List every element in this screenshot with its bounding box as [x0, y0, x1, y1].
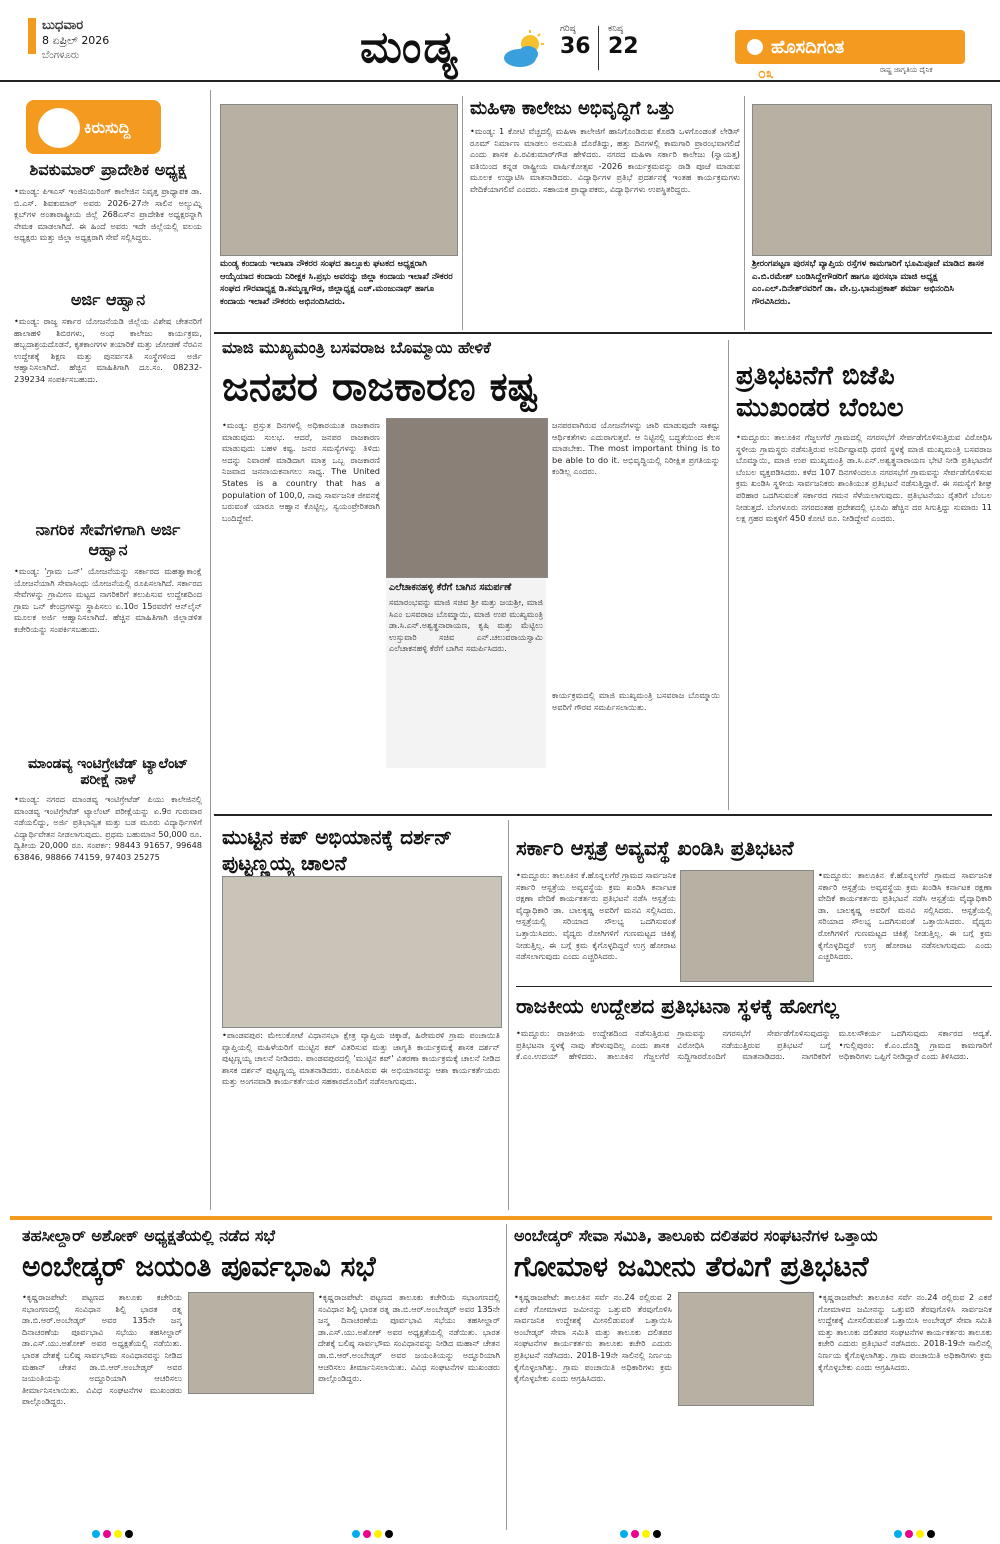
header-day: ಬುಧವಾರ	[42, 18, 84, 33]
gomala-headline: ಗೋಮಾಳ ಜಮೀನು ತೆರವಿಗೆ ಪ್ರತಿಭಟನೆ	[514, 1250, 869, 1283]
registration-marks	[894, 1530, 935, 1538]
inauguration-caption: ಶ್ರೀರಂಗಪಟ್ಟಣ ಪುರಸಭೆ ವ್ಯಾಪ್ತಿಯ ರಸ್ತೆಗಳ ಕಾಮಗಾರಿಗೆ ಭೂಮಿಪೂಜೆ ಮಾಡಿದ ಶಾಸಕ ಎ.ಬಿ.ರಮೇಶ್ ಬಂಡಿಸಿದ್ದೇಗೌಡರಿಗೆ ಹಾಗೂ ಪುರಸಭಾ ಮಾಜಿ ಅಧ್ಯಕ್ಷ ಎಂ.ಎಲ್.ದಿನೇಶ್‌ರವರಿಗೆ ಡಾ. ವೇ.ಬ್ರ.ಭಾನುಪ್ರಕಾಶ್ ಶರ್ಮಾ ಅಭಿನಂದಿಸಿ ಗೌರವಿಸಿದರು.	[752, 259, 984, 307]
inauguration-photo	[752, 104, 992, 256]
page-number: ೦೩	[758, 66, 774, 82]
revenue-staff-caption: ಮಂಡ್ಯ ಕಂದಾಯ ಇಲಾಖಾ ನೌಕರರ ಸಂಘದ ತಾಲ್ಲೂಕು ಘಟಕದ ಅಧ್ಯಕ್ಷರಾಗಿ ಆಯ್ಕೆಯಾದ ಕಂದಾಯ ನಿರೀಕ್ಷಕ ಸಿ.ಪ್ರಭು ಅವರನ್ನು ಜಿಲ್ಲಾ ಕಂದಾಯ ಇಲಾಖೆ ನೌಕರರ ಸಂಘದ ಗೌರವಾಧ್ಯಕ್ಷ ಡಿ.ತಮ್ಮಣ್ಣಗೌಡ, ಜಿಲ್ಲಾಧ್ಯಕ್ಷ ಎಚ್.ಮಂಜುನಾಥ್ ಹಾಗೂ ಕಂದಾಯ ಇಲಾಖೆ ನೌಕರರು ಅಭಿನಂದಿಸಿದರು.	[220, 259, 453, 307]
brief-2	[14, 290, 202, 386]
magenta-dot	[363, 1530, 371, 1538]
pointing-hand-icon	[38, 108, 80, 148]
brief-3	[14, 520, 202, 636]
column-divider	[506, 1224, 507, 1530]
brief-headline: ಶಿವಕುಮಾರ್ ಪ್ರಾದೇಶಿಕ ಅಧ್ಯಕ್ಷ	[29, 160, 187, 179]
registration-marks	[352, 1530, 393, 1538]
column-divider	[462, 96, 463, 330]
yellow-dot	[374, 1530, 382, 1538]
brief-4	[14, 756, 202, 864]
college-text: •ಮಂಡ್ಯ: 1 ಕೋಟಿ ವೆಚ್ಚದಲ್ಲಿ ಮಹಿಳಾ ಕಾಲೇಜಿಗೆ ಹಾನಿಗೊಂಡಿರುವ ಕೊಠಡಿ ಒಳಗೊಂಡಂತೆ ಲೇಡಿಸ್ ರೂಮ್ ನಿರ್ಮಾಣ ಮಾಡಲು ಅನುಮತಿ ದೊರೆತಿದ್ದು, ಹತ್ತು ದಿನಗಳಲ್ಲಿ ಕಾಮಗಾರಿ ಪ್ರಾರಂಭವಾಗಲಿದೆ ಎಂದು ಶಾಸಕ ಪಿ.ರವಿಕುಮಾರ್‌ಗೌಡ ಹೇಳಿದರು. ನಗರದ ಮಹಿಳಾ ಸರ್ಕಾರಿ ಕಾಲೇಜು (ಸ್ವಾಯತ್ತ) ವತಿಯಿಂದ ಕನ್ನಡ ರಾಷ್ಟ್ರೀಯ ವಾರ್ಷಿಕೋತ್ಸವ -2026 ಕಾರ್ಯಕ್ರಮವನ್ನು ರಾಡಿ ಪೂಜೆ ಮಾಡುವ ಮೂಲಕ ಉದ್ಘಾಟಿಸಿ ಮಾತನಾಡಿದರು. ವಿದ್ಯಾರ್ಥಿಗಳ ಪ್ರತಿಭೆ ಪ್ರದರ್ಶನಕ್ಕೆ ಇಂತಹ ಕಾರ್ಯಕ್ರಮಗಳು ವೇದಿಕೆಯಾಗಲಿವೆ ಎಂದರು. ಸಹಾಯಕ ಪ್ರಾಧ್ಯಾಪಕರು, ವಿದ್ಯಾರ್ಥಿಗಳು ಉಪಸ್ಥಿತರಿದ್ದರು.	[470, 126, 740, 194]
lead-text-1: •ಮಂಡ್ಯ: ಪ್ರಸ್ತುತ ದಿನಗಳಲ್ಲಿ ಅಧಿಕಾರಯುತ ರಾಜಕಾರಣ ಮಾಡುವುದು ಸುಲಭ. ಆದರೆ, ಜನಪರ ರಾಜಕಾರಣ ಮಾಡುವುದು ಬಹಳ ಕಷ್ಟ. ಜನರ ಸಮಸ್ಯೆಗಳನ್ನು ತಿಳಿದು ಅದನ್ನು ನಿವಾರಣೆ ಮಾಡಿದಾಗ ಮಾತ್ರ ಒಬ್ಬ ರಾಜಕಾರಣಿ ನಿಜವಾದ ಜನನಾಯಕನಾಗಲು ಸಾಧ್ಯ. The United States is a country that has a population of 100,0, ನಾವು ಸಾರ್ವಜನಿಕ ಜೀವನಕ್ಕೆ ಬರುವಂತೆ ಯಾರೂ ಆಹ್ವಾನ ಕೊಟ್ಟಿಲ್ಲ, ಸ್ವಯಂಪ್ರೇರಿತರಾಗಿ ಬಂದಿದ್ದೇವೆ.	[222, 420, 380, 523]
ambedkar-meeting-headline: ಅಂಬೇಡ್ಕರ್ ಜಯಂತಿ ಪೂರ್ವಭಾವಿ ಸಭೆ	[22, 1250, 376, 1283]
gomala-text-continued: •ಕೃಷ್ಣರಾಜಪೇಟೆ: ತಾಲೂಕಿನ ಸರ್ವೆ ನಂ.24 ರಲ್ಲಿರುವ 2 ಎಕರೆ ಗೋಮಾಳದ ಜಮೀನನ್ನು ಒತ್ತುವರಿ ತೆರವುಗೊಳಿಸಿ ಸಾರ್ವಜನಿಕ ಉದ್ದೇಶಕ್ಕೆ ಮೀಸಲಿಡುವಂತೆ ಒತ್ತಾಯಿಸಿ ಅಂಬೇಡ್ಕರ್ ಸೇವಾ ಸಮಿತಿ ಮತ್ತು ತಾಲೂಕು ದಲಿತಪರ ಸಂಘಟನೆಗಳ ಕಾರ್ಯಕರ್ತರು ತಾಲೂಕು ಕಚೇರಿ ಎದುರು ಪ್ರತಿಭಟನೆ ನಡೆಸಿದರು. 2018-19ನೇ ಸಾಲಿನಲ್ಲಿ ನಿರ್ಣಯ ಕೈಗೊಳ್ಳಲಾಗಿತ್ತು. ಗ್ರಾಮ ಪಂಚಾಯಿತಿ ಅಧಿಕಾರಿಗಳು ಕ್ರಮ ಕೈಗೊಳ್ಳಬೇಕು ಎಂದು ಆಗ್ರಹಿಸಿದರು.	[818, 1292, 992, 1372]
ambedkar-meeting-text-continued: •ಕೃಷ್ಣರಾಜಪೇಟೆ: ಪಟ್ಟಣದ ತಾಲೂಕು ಕಚೇರಿಯ ಸಭಾಂಗಣದಲ್ಲಿ ಸಂವಿಧಾನ ಶಿಲ್ಪಿ ಭಾರತ ರತ್ನ ಡಾ.ಬಿ.ಆರ್.ಅಂಬೇಡ್ಕರ್ ಅವರ 135ನೇ ಜನ್ಮ ದಿನಾಚರಣೆಯ ಪೂರ್ವಭಾವಿ ಸಭೆಯು ತಹಸೀಲ್ದಾರ್ ಡಾ.ಎಸ್.ಯು.ಅಶೋಕ್ ಅವರ ಅಧ್ಯಕ್ಷತೆಯಲ್ಲಿ ನಡೆಯಿತು. ಭಾರತ ದೇಶಕ್ಕೆ ಬಲಿಷ್ಠ ಸಾರ್ವಭೌಮ ಸಂವಿಧಾನವನ್ನು ನೀಡಿದ ಮಹಾನ್ ಚೇತನ ಡಾ.ಬಿ.ಆರ್.ಅಂಬೇಡ್ಕರ್ ಅವರ ಜಯಂತಿಯನ್ನು ಅದ್ದೂರಿಯಾಗಿ ಆಚರಿಸಲು ತೀರ್ಮಾನಿಸಲಾಯಿತು. ವಿವಿಧ ಸಂಘಟನೆಗಳ ಮುಖಂಡರು ಪಾಲ್ಗೊಂಡಿದ್ದರು.	[318, 1292, 500, 1384]
section-rule	[214, 814, 992, 816]
yellow-dot	[642, 1530, 650, 1538]
min-temp-label: ಕನಿಷ್ಠ	[608, 24, 624, 34]
header-accent-bar	[28, 18, 36, 54]
bommai-speaking-photo	[386, 418, 548, 578]
photo-caption-box	[386, 578, 546, 768]
min-temp-value: 22	[608, 34, 639, 59]
magenta-dot	[905, 1530, 913, 1538]
gomala-kicker: ಅಂಬೇಡ್ಕರ್ ಸೇವಾ ಸಮಿತಿ, ತಾಲೂಕು ದಲಿತಪರ ಸಂಘಟನೆಗಳ ಒತ್ತಾಯ	[514, 1226, 878, 1245]
newspaper-logo	[735, 30, 965, 64]
magenta-dot	[631, 1530, 639, 1538]
black-dot	[125, 1530, 133, 1538]
protest-photo	[678, 1292, 814, 1406]
registration-marks	[92, 1530, 133, 1538]
masthead-title: ಮಂಡ್ಯ	[360, 22, 460, 73]
photo-caption-text: ಸಮಾರಂಭವನ್ನು ಮಾಜಿ ಸಚಿವ ಶ್ರೀ ಮತ್ತು ಜಯಶ್ರೀ, ಮಾಜಿ ಸಿಎಂ ಬಸವರಾಜ ಬೊಮ್ಮಾಯಿ, ಮಾಜಿ ಉಪ ಮುಖ್ಯಮಂತ್ರಿ ಡಾ.ಸಿ.ಎನ್.ಅಶ್ವತ್ಥನಾರಾಯಣ, ಕೃಷಿ ಮತ್ತು ಮೆಟ್ಟಿಲು ಉಸ್ತುವಾರಿ ಸಚಿವ ಎನ್.ಚಲುವರಾಯಸ್ವಾಮಿ ಎಲೆಚಾಕನಹಳ್ಳಿ ಕೆರೆಗೆ ಬಾಗಿನ ಸಮರ್ಪಿಸಿದರು.	[389, 597, 543, 654]
black-dot	[653, 1530, 661, 1538]
bjp-support-text: •ಮದ್ದೂರು: ತಾಲೂಕಿನ ಗೆಜ್ಜಲಗೆರೆ ಗ್ರಾಮದಲ್ಲಿ ನಗರಸಭೆಗೆ ಸೇರ್ಪಡೆಗೊಳಿಸುತ್ತಿರುವ ವಿರೋಧಿಸಿ ಸ್ಥಳೀಯ ಗ್ರಾಮಸ್ಥರು ನಡೆಸುತ್ತಿರುವ ಅನಿರ್ದಿಷ್ಟಾವಧಿ ಧರಣಿ ಸ್ಥಳಕ್ಕೆ ಮಾಜಿ ಮುಖ್ಯಮಂತ್ರಿ ಬಸವರಾಜ ಬೊಮ್ಮಾಯಿ, ಮಾಜಿ ಉಪ ಮುಖ್ಯಮಂತ್ರಿ ಡಾ.ಸಿ.ಎನ್.ಅಶ್ವತ್ಥನಾರಾಯಣ ಭೇಟಿ ನೀಡಿ ಪ್ರತಿಭಟನೆಗೆ ಬೆಂಬಲ ವ್ಯಕ್ತಪಡಿಸಿದರು. ಕಳೆದ 107 ದಿನಗಳಿಂದಲೂ ನಗರಸಭೆಗೆ ಗ್ರಾಮವನ್ನು ಸೇರ್ಪಡೆಗೊಳಿಸುವ ಕ್ರಮ ಖಂಡಿಸಿ ಸ್ಥಳೀಯ ಸಾರ್ವಜನಿಕರು ಶಾಂತಿಯುತ ಪ್ರತಿಭಟನೆ ನಡೆಸುತ್ತಿದ್ದಾರೆ. ಈ ಸಮಸ್ಯೆಗೆ ಶೀಘ್ರ ಪರಿಹಾರ ಒದಗಿಸುವಂತೆ ಸರ್ಕಾರದ ಗಮನ ಸೆಳೆಯಲಾಗುವುದು. ಪ್ರತಿಭಟನೆಯು ರೈತರಿಗೆ ಬೆಂಬಲ ನೀಡುತ್ತದೆ. ಬೆಂಗಳೂರು ನಗರದಂತಹ ಪ್ರದೇಶದಲ್ಲಿ ಭೂಮಿ ಹೆಚ್ಚಿನ ದರ ಸಿಗುತ್ತಿದ್ದು ಸುಮಾರು 11 ಲಕ್ಷ ಗ್ರಹರ ಮಕ್ಕಳಿಗೆ 450 ಕೋಟಿ ರೂ. ನೀಡಿದ್ದೇವೆ ಎಂದರು.	[736, 432, 992, 524]
black-dot	[385, 1530, 393, 1538]
brief-text: •ಮಂಡ್ಯ: ನಗರದ ಮಾಂಡವ್ಯ ಇಂಟಿಗ್ರೇಟೆಡ್ ಪಿಯು ಕಾಲೇಜಿನಲ್ಲಿ ಮಾಂಡವ್ಯ ಇಂಟಿಗ್ರೇಟೆಡ್ ಟ್ಯಾಲೆಂಟ್ ಪರೀಕ್ಷೆಯನ್ನು ಏ.9ರ ಗುರುವಾರ ನಡೆಯಲಿದ್ದು, ಅರ್ಜಿ ಪ್ರತಿಭಾನ್ವಿತ ಮತ್ತು ಬಡ ಮೂರು ವಿದ್ಯಾರ್ಥಿಗಳಿಗೆ ವಿದ್ಯಾರ್ಥಿವೇತನ ನೀಡಲಾಗುವುದು. ಪ್ರಥಮ ಬಹುಮಾನ 50,000 ರೂ. ದ್ವಿತೀಯ 20,000 ರೂ. ಸಂಪರ್ಕ: 98443 91657, 99648 63846, 98866 74159, 97403 25275	[14, 794, 202, 862]
max-temp-value: 36	[560, 34, 591, 59]
photo-caption-title: ಎಲೆಚಾಕನಹಳ್ಳಿ ಕೆರೆಗೆ ಬಾಗಿನ ಸಮರ್ಪಣೆ	[389, 582, 512, 593]
brief-1	[14, 160, 202, 244]
ambedkar-meeting-text: •ಕೃಷ್ಣರಾಜಪೇಟೆ: ಪಟ್ಟಣದ ತಾಲೂಕು ಕಚೇರಿಯ ಸಭಾಂಗಣದಲ್ಲಿ ಸಂವಿಧಾನ ಶಿಲ್ಪಿ ಭಾರತ ರತ್ನ ಡಾ.ಬಿ.ಆರ್.ಅಂಬೇಡ್ಕರ್ ಅವರ 135ನೇ ಜನ್ಮ ದಿನಾಚರಣೆಯ ಪೂರ್ವಭಾವಿ ಸಭೆಯು ತಹಸೀಲ್ದಾರ್ ಡಾ.ಎಸ್.ಯು.ಅಶೋಕ್ ಅವರ ಅಧ್ಯಕ್ಷತೆಯಲ್ಲಿ ನಡೆಯಿತು. ಭಾರತ ದೇಶಕ್ಕೆ ಬಲಿಷ್ಠ ಸಾರ್ವಭೌಮ ಸಂವಿಧಾನವನ್ನು ನೀಡಿದ ಮಹಾನ್ ಚೇತನ ಡಾ.ಬಿ.ಆರ್.ಅಂಬೇಡ್ಕರ್ ಅವರ ಜಯಂತಿಯನ್ನು ಅದ್ದೂರಿಯಾಗಿ ಆಚರಿಸಲು ತೀರ್ಮಾನಿಸಲಾಯಿತು. ವಿವಿಧ ಸಂಘಟನೆಗಳ ಮುಖಂಡರು ಪಾಲ್ಗೊಂಡಿದ್ದರು.	[22, 1292, 182, 1407]
kirusuddi-title: ಕಿರುಸುದ್ದಿ	[84, 118, 131, 137]
college-headline: ಮಹಿಳಾ ಕಾಲೇಜು ಅಭಿವೃದ್ಧಿಗೆ ಒತ್ತು	[470, 98, 676, 119]
hospital-headline: ಸರ್ಕಾರಿ ಆಸ್ಪತ್ರೆ ಅವ್ಯವಸ್ಥೆ ಖಂಡಿಸಿ ಪ್ರತಿಭಟನೆ	[516, 836, 794, 860]
logo-tagline: ರಾಷ್ಟ್ರ ಜಾಗೃತಿಯ ದೈನಿಕ	[880, 66, 933, 74]
brief-text: •ಮಂಡ್ಯ: ರಾಜ್ಯ ಸರ್ಕಾರ ಯೋಜನೆಯಡಿ ಜಿಲ್ಲೆಯ ವಿಶೇಷ ಚೇತನರಿಗೆ ಹಾಲಾಹಳಿ ಶಿಬಿರಗಳು, ಅಂಧ ಕಾಲೇಜು ಕಾರ್ಯಕ್ರಮ, ಹಬ್ಬದಾಶ್ರಯದೊಡನೆ, ಕೃತಕಾಂಗಗಳ ತಯಾರಿಕೆ ಮತ್ತು ಜೋಡಣೆ ನೆರವಿನ ಉದ್ದೇಶಕ್ಕೆ ಶಿಕ್ಷಣ ಮತ್ತು ಪುನರ್ವಸತಿ ಸಂಸ್ಥೆಗಳಿಂದ ಅರ್ಜಿ ಆಹ್ವಾನಿಸಲಾಗಿದೆ. ಹೆಚ್ಚಿನ ಮಾಹಿತಿಗಾಗಿ ದೂ.ಸಂ. 08232-239234 ಸಂಪರ್ಕಿಸಬಹುದು.	[14, 316, 202, 384]
cyan-dot	[92, 1530, 100, 1538]
brief-headline: ಅರ್ಜಿ ಆಹ್ವಾನ	[70, 290, 146, 309]
column-divider	[744, 96, 745, 330]
lead-text-2: ಜನಪರವಾಗಿರುವ ಯೋಜನೆಗಳನ್ನು ಜಾರಿ ಮಾಡುವುದೇ ಸಾಕಷ್ಟು ಆರ್ಥಿಕತೆಗಳು ಎದುರಾಗುತ್ತವೆ. ಆ ನಿಟ್ಟಿನಲ್ಲಿ ಬದ್ಧತೆಯಿಂದ ಕೆಲಸ ಮಾಡಬೇಕು. The most important thing is to be able to do it. ಅಭಿವೃದ್ಧಿಯಲ್ಲಿ ನಿರೀಕ್ಷಿತ ಪ್ರಗತಿಯನ್ನು ಕಂಡಿಲ್ಲ ಎಂದರು.	[552, 420, 720, 477]
header-date: 8 ಏಪ್ರಿಲ್ 2026	[42, 34, 110, 47]
logo-text: ಹೊಸದಿಗಂತ	[771, 36, 845, 58]
brief-text: •ಮಂಡ್ಯ: 'ಗ್ರಾಮ ಒನ್' ಯೋಜನೆಯನ್ನು ಸರ್ಕಾರದ ಮಹತ್ವಾಕಾಂಕ್ಷೆ ಯೋಜನೆಯಾಗಿ ಸೇವಾಸಿಂಧು ಯೋಜನೆಯಲ್ಲಿ ರೂಪಿಸಲಾಗಿದೆ. ಸರ್ಕಾರದ ಸೇವೆಗಳನ್ನು ಗ್ರಾಮೀಣ ಮಟ್ಟದ ನಾಗರಿಕರಿಗೆ ತಲುಪಿಸುವ ಉದ್ದೇಶದಿಂದ ಗ್ರಾಮ ಒನ್ ಕೇಂದ್ರಗಳನ್ನು ಸ್ಥಾಪಿಸಲು ಏ.10ರ 15ರವರೆಗೆ ಆನ್‌ಲೈನ್ ಮೂಲಕ ಅರ್ಜಿ ಆಹ್ವಾನಿಸಲಾಗಿದೆ. ಹೆಚ್ಚಿನ ಮಾಹಿತಿಗಾಗಿ ಜಿಲ್ಲಾಡಳಿತ ಕಚೇರಿಯನ್ನು ಸಂಪರ್ಕಿಸಬಹುದು.	[14, 566, 202, 634]
revenue-staff-photo	[220, 104, 458, 256]
column-divider	[728, 340, 729, 810]
protest-banner-photo	[680, 870, 814, 982]
brief-text: •ಮಂಡ್ಯ: ಪಿಇಎಸ್ ಇಂಜಿನಿಯರಿಂಗ್ ಕಾಲೇಜಿನ ನಿವೃತ್ತ ಪ್ರಾಧ್ಯಾಪಕ ಡಾ. ಬಿ.ಎಸ್. ಶಿವಕುಮಾರ್ ಅವರು 2026-27ನೇ ಸಾಲಿನ ಅಲ್ಯುಮ್ನಿ ಕ್ಲಬ್‌ಗಳ ಅಂತಾರಾಷ್ಟ್ರೀಯ ಜಿಲ್ಲೆ 268ಎಸ್‌ನ ಪ್ರಾದೇಶಿಕ ಅಧ್ಯಕ್ಷರನ್ನಾಗಿ ನೇಮಕ ಮಾಡಲಾಗಿದೆ. ಈ ಹಿಂದೆ ಅವರು ಇದೇ ಜಿಲ್ಲೆಯಲ್ಲಿ ವಲಯ ಅಧ್ಯಕ್ಷರು ಮತ್ತು ಜಿಲ್ಲಾ ಅಧ್ಯಕ್ಷರಾಗಿ ಸೇವೆ ಸಲ್ಲಿಸಿದ್ದರು.	[14, 186, 202, 243]
cup-headline: ಮುಟ್ಟಿನ ಕಪ್ ಅಭಿಯಾನಕ್ಕೆ ದರ್ಶನ್ ಪುಟ್ಟಣ್ಣಯ್ಯ ಚಾಲನೆ	[222, 825, 452, 875]
cyan-dot	[352, 1530, 360, 1538]
bjp-support-headline: ಪ್ರತಿಭಟನೆಗೆ ಬಿಜೆಪಿ ಮುಖಂಡರ ಬೆಂಬಲ	[736, 361, 904, 423]
cup-distribution-photo	[222, 876, 502, 1028]
cup-text: •ಪಾಂಡವಪುರ: ಮೇಲುಕೋಟೆ ವಿಧಾನಸಭಾ ಕ್ಷೇತ್ರ ವ್ಯಾಪ್ತಿಯ ಚಿಕ್ಕಾಡೆ, ಹಿರೇಮರಳಿ ಗ್ರಾಮ ಪಂಚಾಯಿತಿ ವ್ಯಾಪ್ತಿಯಲ್ಲಿ ಮಹಿಳೆಯರಿಗೆ ಮುಟ್ಟಿನ ಕಪ್ ವಿತರಿಸುವ ಮತ್ತು ಜಾಗೃತಿ ಕಾರ್ಯಕ್ರಮಕ್ಕೆ ಶಾಸಕ ದರ್ಶನ್ ಪುಟ್ಟಣ್ಣಯ್ಯ ಚಾಲನೆ ನೀಡಿದರು. ಪಾಂಡವಪುರದಲ್ಲಿ 'ಮುಟ್ಟಿನ ಕಪ್' ವಿತರಣಾ ಕಾರ್ಯಕ್ರಮಕ್ಕೆ ಚಾಲನೆ ನೀಡಿದ ಶಾಸಕ ದರ್ಶನ್ ಪುಟ್ಟಣ್ಣಯ್ಯ ಮಾತನಾಡಿದರು. ರೂಪಿಸಿರುವ ಈ ಅಭಿಯಾನವನ್ನು ಆಶಾ ಕಾರ್ಯಕರ್ತೆಯರು ಮತ್ತು ಅಂಗನವಾಡಿ ಕಾರ್ಯಕರ್ತೆಯರ ಸಹಕಾರದೊಂದಿಗೆ ನಡೆಸಲಾಗುವುದು.	[222, 1030, 500, 1087]
lead-kicker: ಮಾಜಿ ಮುಖ್ಯಮಂತ್ರಿ ಬಸವರಾಜ ಬೊಮ್ಮಾಯಿ ಹೇಳಿಕೆ	[222, 338, 491, 357]
meeting-hall-photo	[188, 1292, 314, 1394]
lead-text-3: ಕಾರ್ಯಕ್ರಮದಲ್ಲಿ ಮಾಜಿ ಮುಖ್ಯಮಂತ್ರಿ ಬಸವರಾಜ ಬೊಮ್ಮಾಯಿ ಅವರಿಗೆ ಗೌರವ ಸಮರ್ಪಿಸಲಾಯಿತು.	[552, 690, 720, 712]
brief-headline: ಮಾಂಡವ್ಯ ಇಂಟಿಗ್ರೇಟೆಡ್ ಟ್ಯಾಲೆಂಟ್ ಪರೀಕ್ಷೆ ನಾಳೆ	[27, 756, 188, 788]
political-text: •ಮದ್ದೂರು: ರಾಜಕೀಯ ಉದ್ದೇಶದಿಂದ ನಡೆಸುತ್ತಿರುವ ಪ್ರತಿಭಟನಾ ಸ್ಥಳಕ್ಕೆ ನಾವು ತೆರಳುವುದಿಲ್ಲ ಎಂದು ಶಾಸಕ ಕೆ.ಎಂ.ಉದಯ್ ಹೇಳಿದರು. ತಾಲೂಕಿನ ಗೆಜ್ಜಲಗೆರೆ ಗ್ರಾಮವನ್ನು ನಗರಸಭೆಗೆ ಸೇರ್ಪಡೆಗೊಳಿಸುವುದನ್ನು ವಿರೋಧಿಸಿ ನಡೆಯುತ್ತಿರುವ ಪ್ರತಿಭಟನೆ ಬಗ್ಗೆ ಸುದ್ದಿಗಾರರೊಂದಿಗೆ ಮಾತನಾಡಿದರು. ನಾಗರಿಕರಿಗೆ ಮೂಲಸೌಕರ್ಯ ಒದಗಿಸುವುದು ಸರ್ಕಾರದ ಆದ್ಯತೆ. •ಗುಲ್ಲಿಪುರಂ: ಕೆ.ಎಂ.ದೊಡ್ಡಿ ಗ್ರಾಮದ ಕಾಮಗಾರಿಗೆ ಅಧಿಕಾರಿಗಳು ಒಪ್ಪಿಗೆ ನೀಡಿದ್ದಾರೆ ಎಂದು ತಿಳಿಸಿದರು.	[516, 1028, 992, 1062]
lead-headline: ಜನಪರ ರಾಜಕಾರಣ ಕಷ್ಟ	[222, 364, 538, 410]
hospital-text: •ಮದ್ದೂರು: ತಾಲೂಕಿನ ಕೆ.ಹೊನ್ನಲಗೆರೆ ಗ್ರಾಮದ ಸಾರ್ವಜನಿಕ ಸರ್ಕಾರಿ ಆಸ್ಪತ್ರೆಯ ಅವ್ಯವಸ್ಥೆಯ ಕ್ರಮ ಖಂಡಿಸಿ ಕರ್ನಾಟಕ ರಕ್ಷಣಾ ವೇದಿಕೆ ಕಾರ್ಯಕರ್ತರು ಪ್ರತಿಭಟನೆ ನಡೆಸಿ ಆಸ್ಪತ್ರೆಯ ವೈದ್ಯಾಧಿಕಾರಿ ಡಾ. ಬಾಲಕೃಷ್ಣ ಅವರಿಗೆ ಮನವಿ ಸಲ್ಲಿಸಿದರು. ಆಸ್ಪತ್ರೆಯಲ್ಲಿ ಸರಿಯಾದ ಸೌಲಭ್ಯ ಒದಗಿಸುವಂತೆ ಒತ್ತಾಯಿಸಿದರು. ವೈದ್ಯರು ರೋಗಿಗಳಿಗೆ ಗುಣಮಟ್ಟದ ಚಿಕಿತ್ಸೆ ನೀಡುತ್ತಿಲ್ಲ. ಈ ಬಗ್ಗೆ ಕ್ರಮ ಕೈಗೊಳ್ಳದಿದ್ದರೆ ಉಗ್ರ ಹೋರಾಟ ನಡೆಸಲಾಗುವುದು ಎಂದು ಎಚ್ಚರಿಸಿದರು.	[516, 870, 676, 962]
yellow-dot	[114, 1530, 122, 1538]
partly-cloudy-icon	[500, 30, 548, 70]
logo-emblem-icon	[747, 39, 763, 55]
bottom-section-rule	[10, 1216, 992, 1220]
yellow-dot	[916, 1530, 924, 1538]
black-dot	[927, 1530, 935, 1538]
hospital-text-continued: •ಮದ್ದೂರು: ತಾಲೂಕಿನ ಕೆ.ಹೊನ್ನಲಗೆರೆ ಗ್ರಾಮದ ಸಾರ್ವಜನಿಕ ಸರ್ಕಾರಿ ಆಸ್ಪತ್ರೆಯ ಅವ್ಯವಸ್ಥೆಯ ಕ್ರಮ ಖಂಡಿಸಿ ಕರ್ನಾಟಕ ರಕ್ಷಣಾ ವೇದಿಕೆ ಕಾರ್ಯಕರ್ತರು ಪ್ರತಿಭಟನೆ ನಡೆಸಿ ಆಸ್ಪತ್ರೆಯ ವೈದ್ಯಾಧಿಕಾರಿ ಡಾ. ಬಾಲಕೃಷ್ಣ ಅವರಿಗೆ ಮನವಿ ಸಲ್ಲಿಸಿದರು. ಆಸ್ಪತ್ರೆಯಲ್ಲಿ ಸರಿಯಾದ ಸೌಲಭ್ಯ ಒದಗಿಸುವಂತೆ ಒತ್ತಾಯಿಸಿದರು. ವೈದ್ಯರು ರೋಗಿಗಳಿಗೆ ಗುಣಮಟ್ಟದ ಚಿಕಿತ್ಸೆ ನೀಡುತ್ತಿಲ್ಲ. ಈ ಬಗ್ಗೆ ಕ್ರಮ ಕೈಗೊಳ್ಳದಿದ್ದರೆ ಉಗ್ರ ಹೋರಾಟ ನಡೆಸಲಾಗುವುದು ಎಂದು ಎಚ್ಚರಿಸಿದರು.	[818, 870, 992, 962]
section-rule	[214, 332, 992, 334]
brief-headline: ನಾಗರಿಕ ಸೇವೆಗಳಿಗಾಗಿ ಅರ್ಜಿ ಆಹ್ವಾನ	[35, 520, 181, 559]
political-headline: ರಾಜಕೀಯ ಉದ್ದೇಶದ ಪ್ರತಿಭಟನಾ ಸ್ಥಳಕ್ಕೆ ಹೋಗಲ್ಲ	[516, 994, 839, 1018]
ambedkar-meeting-kicker: ತಹಸೀಲ್ದಾರ್ ಅಶೋಕ್ ಅಧ್ಯಕ್ಷತೆಯಲ್ಲಿ ನಡೆದ ಸಭೆ	[22, 1226, 275, 1245]
column-divider	[210, 90, 211, 1210]
section-rule	[516, 986, 992, 987]
registration-marks	[620, 1530, 661, 1538]
temp-divider	[598, 26, 599, 70]
min-temp-block	[608, 24, 639, 59]
gomala-text: •ಕೃಷ್ಣರಾಜಪೇಟೆ: ತಾಲೂಕಿನ ಸರ್ವೆ ನಂ.24 ರಲ್ಲಿರುವ 2 ಎಕರೆ ಗೋಮಾಳದ ಜಮೀನನ್ನು ಒತ್ತುವರಿ ತೆರವುಗೊಳಿಸಿ ಸಾರ್ವಜನಿಕ ಉದ್ದೇಶಕ್ಕೆ ಮೀಸಲಿಡುವಂತೆ ಒತ್ತಾಯಿಸಿ ಅಂಬೇಡ್ಕರ್ ಸೇವಾ ಸಮಿತಿ ಮತ್ತು ತಾಲೂಕು ದಲಿತಪರ ಸಂಘಟನೆಗಳ ಕಾರ್ಯಕರ್ತರು ತಾಲೂಕು ಕಚೇರಿ ಎದುರು ಪ್ರತಿಭಟನೆ ನಡೆಸಿದರು. 2018-19ನೇ ಸಾಲಿನಲ್ಲಿ ನಿರ್ಣಯ ಕೈಗೊಳ್ಳಲಾಗಿತ್ತು. ಗ್ರಾಮ ಪಂಚಾಯಿತಿ ಅಧಿಕಾರಿಗಳು ಕ್ರಮ ಕೈಗೊಳ್ಳಬೇಕು ಎಂದು ಆಗ್ರಹಿಸಿದರು.	[514, 1292, 672, 1384]
max-temp-label: ಗರಿಷ್ಠ	[560, 24, 576, 34]
magenta-dot	[103, 1530, 111, 1538]
cyan-dot	[894, 1530, 902, 1538]
max-temp-block	[560, 24, 591, 59]
cyan-dot	[620, 1530, 628, 1538]
column-divider	[508, 820, 509, 1210]
header-city: ಬೆಂಗಳೂರು	[42, 50, 80, 61]
